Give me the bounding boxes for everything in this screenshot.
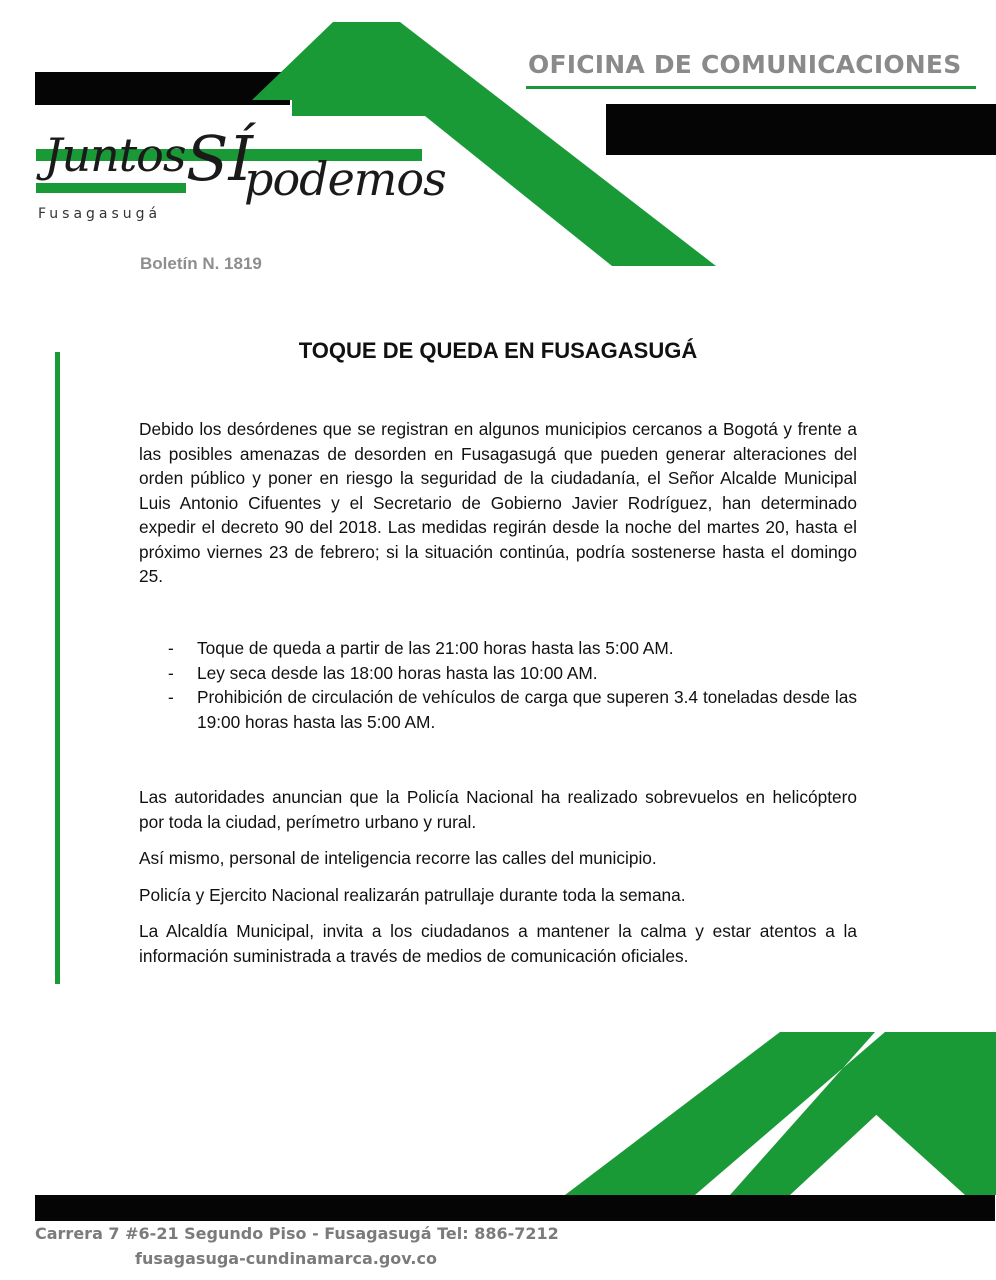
measure-text: Ley seca desde las 18:00 horas hasta las 10:00 AM. bbox=[197, 662, 598, 683]
measure-item bbox=[168, 661, 857, 686]
logo-word-si: SÍ bbox=[186, 122, 253, 195]
bullet-dash: - bbox=[168, 662, 174, 683]
office-underline bbox=[526, 86, 976, 89]
office-title: OFICINA DE COMUNICACIONES bbox=[528, 50, 962, 79]
header-black-bar-left bbox=[35, 72, 290, 105]
closing-paragraph: La Alcaldía Municipal, invita a los ciudadanos a mantener la calma y estar atentos a la información suministrada a través de medios de comunicación oficiales. bbox=[139, 921, 857, 966]
footer-address: Carrera 7 #6-21 Segundo Piso - Fusagasugá Tel: 886-7212 bbox=[35, 1224, 559, 1243]
closing-paragraph: Policía y Ejercito Nacional realizarán patrullaje durante toda la semana. bbox=[139, 884, 686, 905]
logo-city: Fusagasugá bbox=[38, 206, 162, 222]
intro-paragraph: Debido los desórdenes que se registran en algunos municipios cercanos a Bogotá y frente a las posibles amenazas de desorden en Fusagasugá que pueden generar alteraciones del orden público y poner en riesgo la seguridad de la ciudadanía, el Señor Alcalde Municipal Luis Antonio Cifuentes y el Secretario de Gobierno Javier Rodríguez, han determinado expedir el decreto 90 del 2018. Las medidas regirán desde la noche del martes 20, hasta el próximo viernes 23 de febrero; si la situación continúa, podría sostenerse hasta el domingo 25. bbox=[139, 419, 857, 586]
measure-item bbox=[168, 685, 857, 734]
measure-item bbox=[168, 636, 857, 661]
footer-website: fusagasuga-cundinamarca.gov.co bbox=[135, 1249, 437, 1268]
bullet-dash: - bbox=[168, 638, 174, 658]
measures-list bbox=[168, 636, 857, 734]
header-black-bar-right bbox=[606, 104, 996, 155]
document-title: TOQUE DE QUEDA EN FUSAGASUGÁ bbox=[298, 338, 698, 363]
closing-section bbox=[139, 785, 857, 980]
logo-word-juntos: Juntos bbox=[44, 128, 186, 182]
footer-black-bar bbox=[35, 1195, 995, 1221]
bulletin-number: Boletín N. 1819 bbox=[140, 254, 262, 273]
margin-green-line bbox=[55, 352, 60, 984]
closing-paragraph: Así mismo, personal de inteligencia recorre las calles del municipio. bbox=[139, 848, 657, 868]
bullet-dash: - bbox=[168, 687, 174, 707]
closing-paragraph: Las autoridades anuncian que la Policía Nacional ha realizado sobrevuelos en helicóptero por toda la ciudad, perímetro urbano y rural. bbox=[139, 787, 857, 832]
measure-text: Prohibición de circulación de vehículos de carga que superen 3.4 toneladas desde las 19:00 horas hasta las 5:00 AM. bbox=[197, 687, 857, 732]
measure-text: Toque de queda a partir de las 21:00 horas hasta las 5:00 AM. bbox=[197, 638, 674, 658]
logo-green-bar-bottom bbox=[36, 183, 186, 193]
logo-word-podemos: podemos bbox=[244, 152, 446, 206]
